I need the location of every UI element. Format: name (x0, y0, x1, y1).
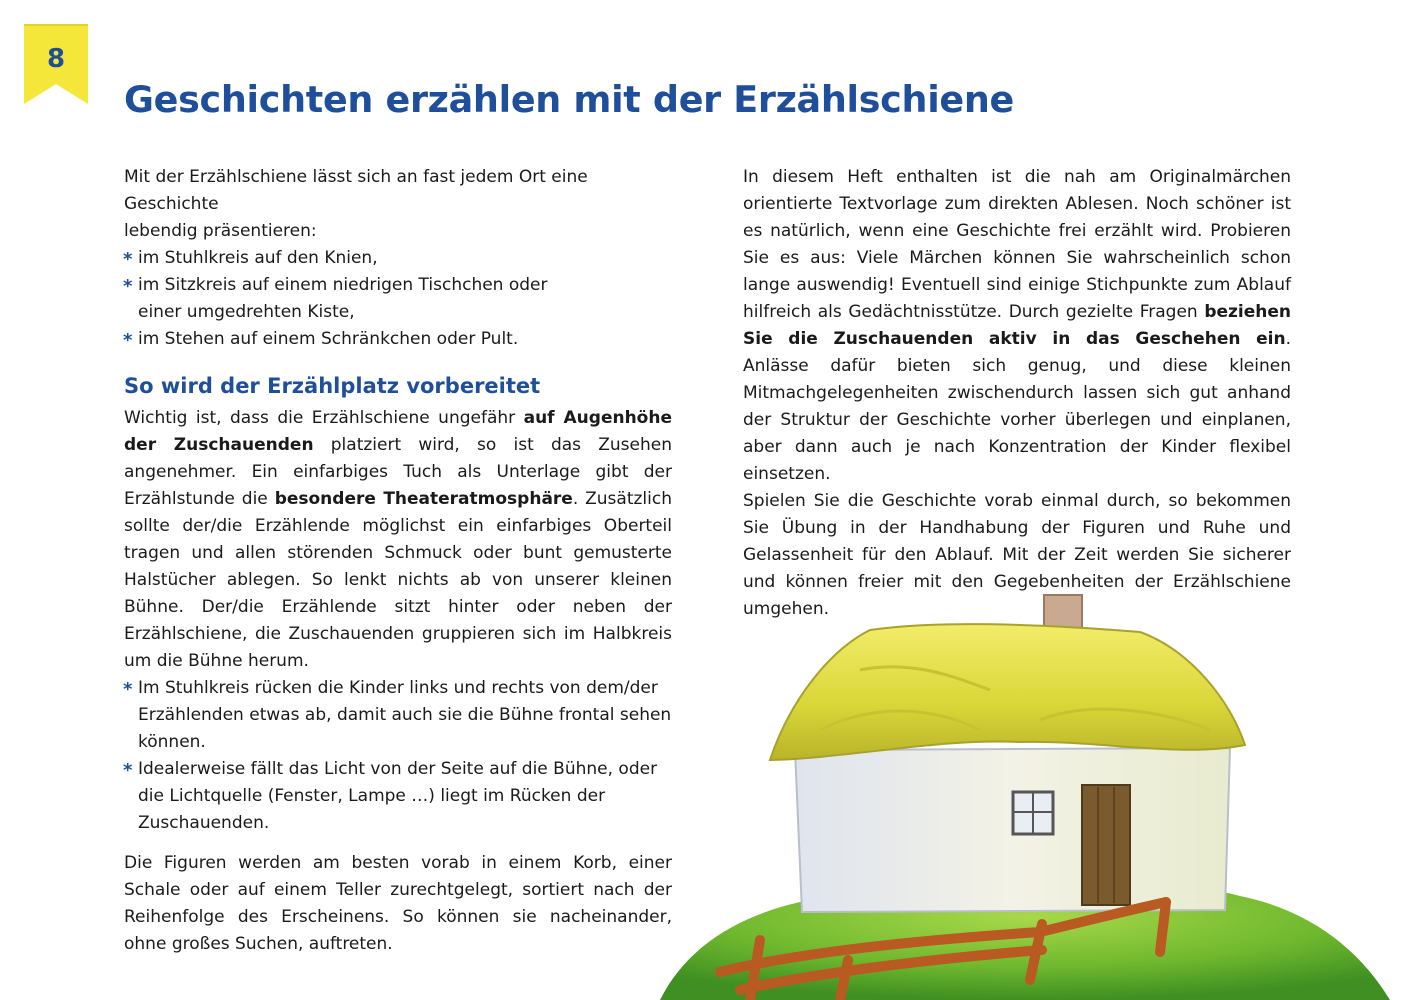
list-item: * im Stuhlkreis auf den Knien, (124, 245, 672, 272)
figures-paragraph: Die Figuren werden am besten vorab in einem Korb, einer Schale oder auf einem Teller zurechtgelegt, sortiert nach der Reihenfolge des Erscheinens. So können sie nacheinander, ohne großes Suchen, auftreten. (124, 853, 672, 954)
list-item: * im Sitzkreis auf einem niedrigen Tischchen oder einer umgedrehten Kiste, (123, 275, 548, 322)
page-number-badge (24, 24, 88, 104)
intro-line-2: lebendig präsentieren: (124, 221, 317, 241)
asterisk-bullet-icon: * (123, 760, 133, 781)
seating-list (124, 675, 672, 837)
cottage-illustration (620, 580, 1414, 1000)
page-number: 8 (46, 44, 66, 74)
asterisk-bullet-icon: * (123, 330, 133, 351)
preparation-paragraph: Wichtig ist, dass die Erzählschiene ungefähr auf Augenhöhe der Zuschauenden platziert wird, so ist das Zusehen angenehmer. Ein einfarbiges Tuch als Unterlage gibt der Erzählstunde die besondere Theateratmosphäre. Zusätzlich sollte der/die Erzählende möglichst ein einfarbiges Oberteil tragen und allen störenden Schmuck oder bunt gemusterte Halstücher ablegen. So lenkt nichts ab von unserer kleinen Bühne. Der/die Erzählende sitzt hinter oder neben der Erzählschiene, die Zuschauenden gruppieren sich im Halbkreis um die Bühne herum. (124, 408, 672, 671)
asterisk-bullet-icon: * (123, 679, 133, 700)
page-title: Geschichten erzählen mit der Erzählschiene (124, 78, 1015, 121)
list-item: * im Stehen auf einem Schränkchen oder Pult. (124, 326, 672, 353)
places-list (124, 245, 672, 353)
right-column (743, 164, 1291, 623)
asterisk-bullet-icon: * (123, 276, 133, 297)
reading-paragraph: In diesem Heft enthalten ist die nah am Originalmärchen orientierte Textvorlage zum direkten Ablesen. Noch schöner ist es natürlich, wenn eine Geschichte frei erzählt wird. Probieren Sie es aus: Viele Märchen können Sie wahrscheinlich schon lange auswendig! Eventuell sind einige Stichpunkte zum Ablauf hilfreich als Gedächtnisstütze. Durch gezielte Fragen beziehen Sie die Zuschauenden aktiv in das Geschehen ein. Anlässe dafür bieten sich genug, und diese kleinen Mitmachgelegenheiten zwischendurch lassen sich gut anhand der Struktur der Geschichte vorher überlegen und einplanen, aber dann auch je nach Konzentration der Kinder flexibel einsetzen. (743, 167, 1291, 484)
cottage-door (1082, 785, 1130, 905)
intro-line-1: Mit der Erzählschiene lässt sich an fast jedem Ort eine Geschichte (124, 167, 588, 214)
list-item: * Im Stuhlkreis rücken die Kinder links und rechts von dem/der Erzählenden etwas ab, damit auch sie die Bühne frontal sehen können. (123, 678, 672, 752)
intro-text (124, 164, 672, 245)
list-item: * Idealerweise fällt das Licht von der Seite auf die Bühne, oder die Lichtquelle (Fenster, Lampe …) liegt im Rücken der Zuschauenden. (123, 759, 658, 833)
thatched-roof (770, 624, 1245, 760)
practice-paragraph: Spielen Sie die Geschichte vorab einmal durch, so bekommen Sie Übung in der Handhabung der Figuren und Ruhe und Gelassenheit für den Ablauf. Mit der Zeit werden Sie sicherer und können freier mit den Gegebenheiten der Erzählschiene umgehen. (743, 491, 1291, 619)
left-column (124, 164, 672, 958)
section-heading: So wird der Erzählplatz vorbereitet (124, 374, 541, 398)
asterisk-bullet-icon: * (123, 249, 133, 270)
